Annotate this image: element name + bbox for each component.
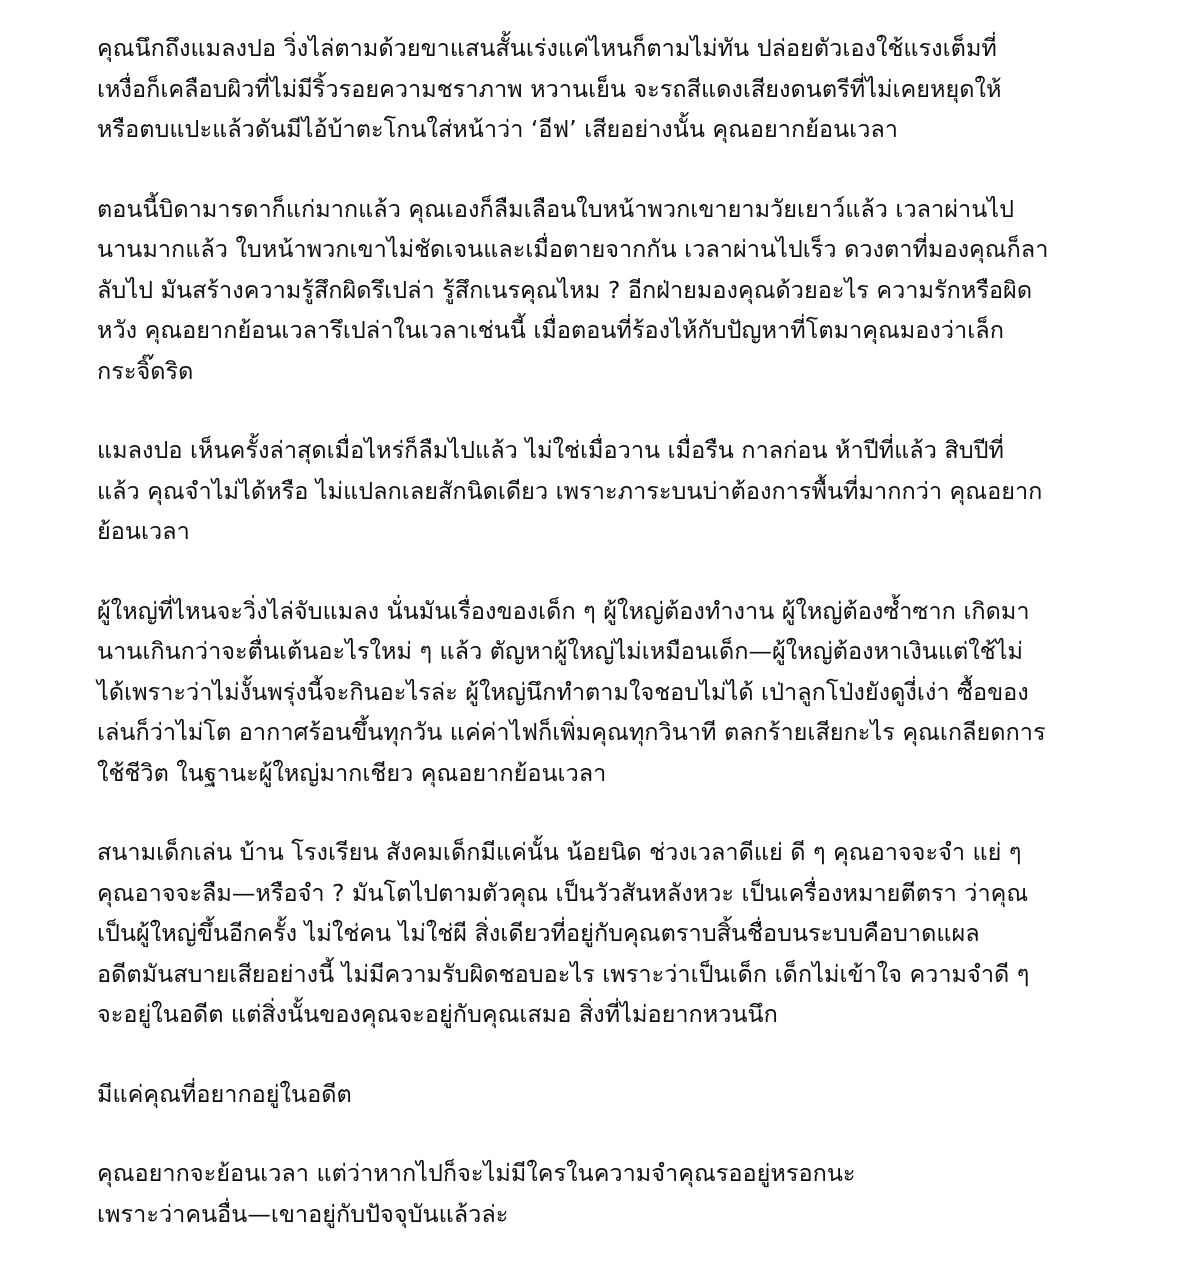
- text-line: ใช้ชีวิต ในฐานะผู้ใหญ่มากเชียว คุณอยากย้อนเวลา: [97, 758, 607, 787]
- document-body: [97, 28, 1137, 1273]
- text-line: นานเกินกว่าจะตื่นเต้นอะไรใหม่ ๆ แล้ว ตัญหาผู้ใหญ่ไม่เหมือนเด็ก—ผู้ใหญ่ต้องหาเงินแต่ใช้ไม่: [97, 637, 1024, 665]
- text-line: เป็นผู้ใหญ่ขึ้นอีกครั้ง ไม่ใช่คน ไม่ใช่ผี สิ่งเดียวที่อยู่กับคุณตราบสิ้นชื่อบนระบบคือบาดแผล: [97, 919, 980, 947]
- text-line: หรือตบแปะแล้วดันมีไอ้บ้าตะโกนใส่หน้าว่า ‘อีฟ’ เสียอย่างนั้น คุณอยากย้อนเวลา: [97, 115, 898, 143]
- text-line: เพราะว่าคนอื่น—เขาอยู่กับปัจจุบันแล้วล่ะ: [97, 1199, 509, 1228]
- text-line: คุณอยากจะย้อนเวลา แต่ว่าหากไปก็จะไม่มีใครในความจำคุณรออยู่หรอกนะ: [97, 1159, 856, 1187]
- text-line: นานมากแล้ว ใบหน้าพวกเขาไม่ชัดเจนและเมื่อตายจากกัน เวลาผ่านไปเร็ว ดวงตาที่มองคุณก็ลา: [97, 235, 1049, 263]
- paragraph-1: [97, 28, 1137, 150]
- text-line: มีแค่คุณที่อยากอยู่ในอดีต: [97, 1079, 352, 1108]
- text-line: เล่นก็ว่าไม่โต อากาศร้อนขึ้นทุกวัน แค่ค่าไฟก็เพิ่มคุณทุกวินาที ตลกร้ายเสียกะไร คุณเกลียดการ: [97, 718, 1046, 746]
- text-line: ผู้ใหญ่ที่ไหนจะวิ่งไล่จับแมลง นั่นมันเรื่องของเด็ก ๆ ผู้ใหญ่ต้องทำงาน ผู้ใหญ่ต้องซ้ำซาก เกิดมา: [97, 596, 1030, 625]
- paragraph-7: [97, 1153, 1137, 1234]
- paragraph-4: [97, 591, 1137, 794]
- text-line: แมลงปอ เห็นครั้งล่าสุดเมื่อไหร่ก็ลืมไปแล้ว ไม่ใช่เมื่อวาน เมื่อรืน กาลก่อน ห้าปีที่แล้ว สิบปีที่: [97, 436, 1005, 464]
- paragraph-5: [97, 832, 1137, 1035]
- text-line: กระจิ๊ดริด: [97, 356, 194, 385]
- text-line: ย้อนเวลา: [97, 517, 190, 545]
- text-line: แล้ว คุณจำไม่ได้หรือ ไม่แปลกเลยสักนิดเดียว เพราะภาระบนบ่าต้องการพื้นที่มากกว่า คุณอยาก: [97, 476, 1043, 505]
- paragraph-2: [97, 189, 1137, 392]
- text-line: ตอนนี้บิดามารดาก็แก่มากแล้ว คุณเองก็ลืมเลือนใบหน้าพวกเขายามวัยเยาว์แล้ว เวลาผ่านไป: [97, 194, 1015, 223]
- text-line: จะอยู่ในอดีต แต่สิ่งนั้นของคุณจะอยู่กับคุณเสมอ สิ่งที่ไม่อยากหวนนึก: [97, 1000, 778, 1028]
- text-line: อดีตมันสบายเสียอย่างนี้ ไม่มีความรับผิดชอบอะไร เพราะว่าเป็นเด็ก เด็กไม่เข้าใจ ความจำดี ๆ: [97, 959, 1030, 988]
- paragraph-3: [97, 430, 1137, 552]
- text-line: หวัง คุณอยากย้อนเวลารึเปล่าในเวลาเช่นนี้ เมื่อตอนที่ร้องไห้กับปัญหาที่โตมาคุณมองว่าเล็ก: [97, 316, 1004, 344]
- text-line: เหงื่อก็เคลือบผิวที่ไม่มีริ้วรอยความชราภาพ หวานเย็น จะรถสีแดงเสียงดนตรีที่ไม่เคยหยุดให้: [97, 74, 1002, 103]
- text-line: ได้เพราะว่าไม่งั้นพรุ่งนี้จะกินอะไรล่ะ ผู้ใหญ่นึกทำตามใจชอบไม่ได้ เป่าลูกโป่งยังดูงี่เง่า ซื้อของ: [97, 677, 1029, 706]
- text-line: คุณนึกถึงแมลงปอ วิ่งไล่ตามด้วยขาแสนสั้นเร่งแค่ไหนก็ตามไม่ทัน ปล่อยตัวเองใช้แรงเต็มที่: [97, 34, 997, 62]
- paragraph-6: [97, 1074, 1137, 1115]
- text-line: สนามเด็กเล่น บ้าน โรงเรียน สังคมเด็กมีแค่นั้น น้อยนิด ช่วงเวลาดีแย่ ดี ๆ คุณอาจจะจำ แย่ ๆ: [97, 838, 1022, 866]
- text-line: คุณอาจจะลืม—หรือจำ ? มันโตไปตามตัวคุณ เป็นวัวสันหลังหวะ เป็นเครื่องหมายตีตรา ว่าคุณ: [97, 878, 1029, 907]
- text-line: ลับไป มันสร้างความรู้สึกผิดรึเปล่า รู้สึกเนรคุณไหม ? อีกฝ่ายมองคุณด้วยอะไร ความรักหรือผิด: [97, 275, 1033, 304]
